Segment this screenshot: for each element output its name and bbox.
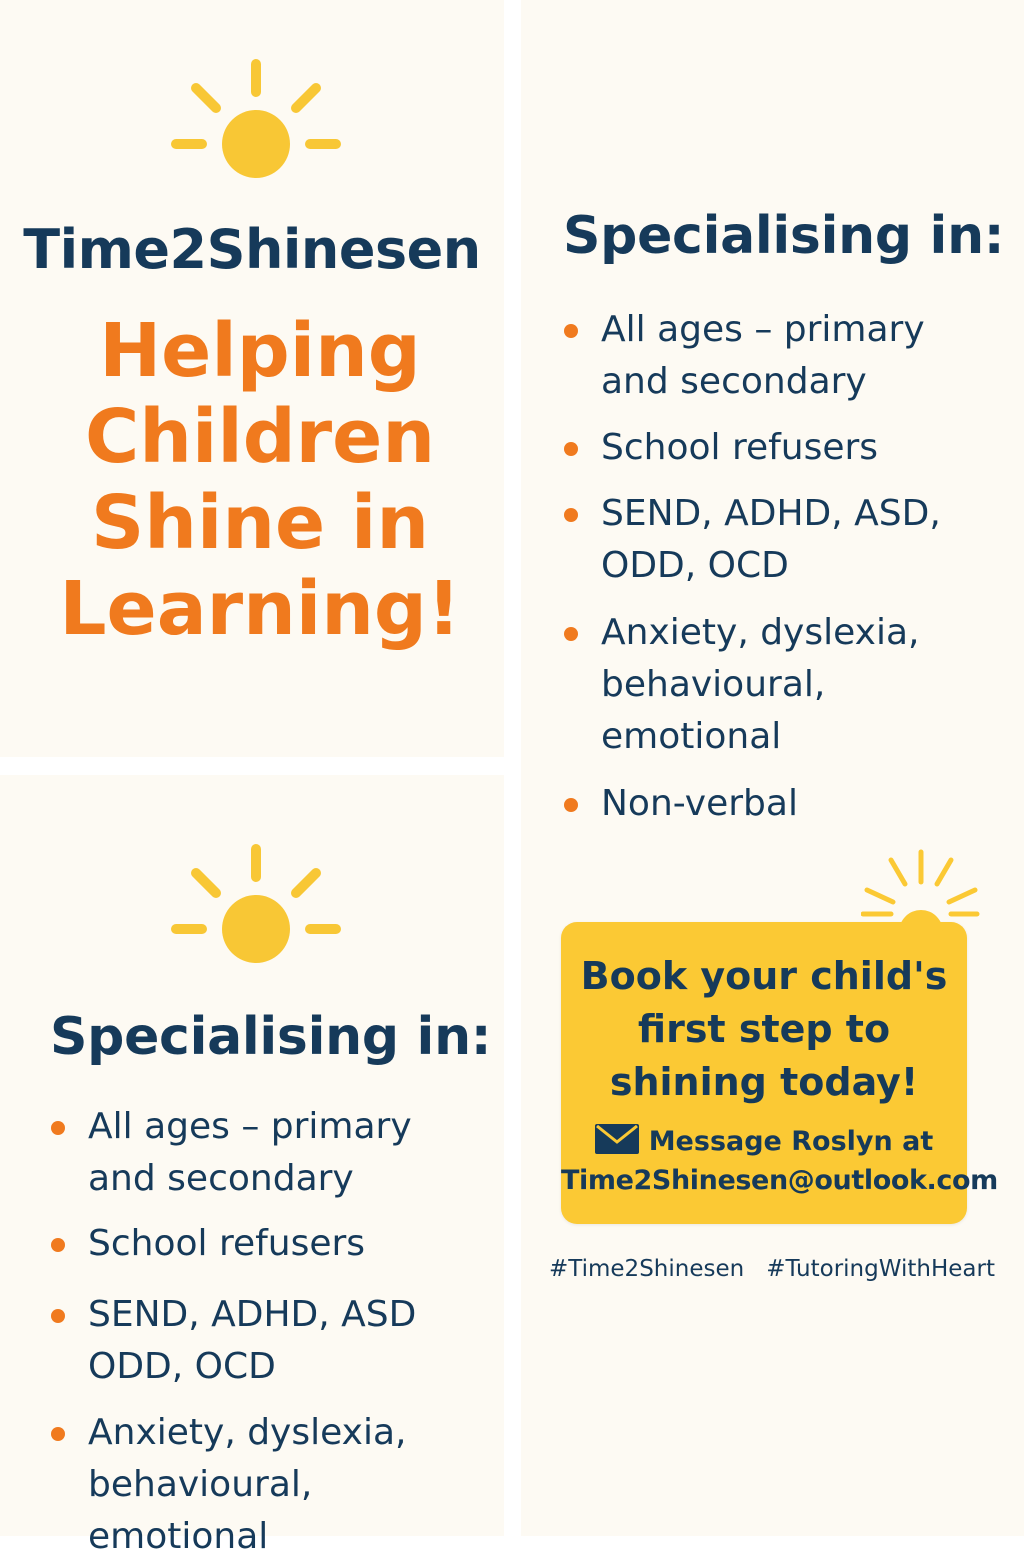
list-item: SEND, ADHD, ASD ODD, OCD bbox=[88, 1289, 508, 1393]
headline bbox=[0, 308, 520, 652]
cta-card bbox=[561, 922, 998, 1224]
list-item: All ages – primary and secondary bbox=[88, 1101, 508, 1205]
list-item: School refusers bbox=[88, 1218, 508, 1270]
bullet-dot bbox=[51, 1121, 65, 1135]
bullet-dot bbox=[51, 1238, 65, 1252]
bullet-dot bbox=[564, 442, 578, 456]
hashtags bbox=[549, 1256, 1019, 1282]
list-item: SEND, ADHD, ASD, ODD, OCD bbox=[601, 488, 1021, 592]
cta-heading: Book your child's first step to shining today! bbox=[580, 954, 948, 1104]
brand-name: Time2Shinesen bbox=[23, 218, 481, 281]
bullet-dot bbox=[564, 324, 578, 338]
specialising-title: Specialising in: bbox=[50, 1007, 492, 1067]
bullet-dot bbox=[564, 627, 578, 641]
specialising-title: Specialising in: bbox=[563, 206, 1005, 266]
contact-message: Message Roslyn at bbox=[648, 1126, 934, 1157]
intro-panel bbox=[0, 0, 504, 757]
hashtag: #TutoringWithHeart bbox=[766, 1256, 995, 1282]
contact-line bbox=[561, 1122, 967, 1162]
sun-icon bbox=[168, 58, 344, 182]
sun-icon bbox=[861, 846, 981, 950]
list-item: School refusers bbox=[601, 422, 1021, 474]
bullet-dot bbox=[51, 1309, 65, 1323]
bullet-dot bbox=[564, 798, 578, 812]
list-item: Anxiety, dyslexia, behavioural, emotional bbox=[88, 1407, 508, 1563]
hashtag: #Time2Shinesen bbox=[549, 1256, 745, 1282]
list-item: All ages – primary and secondary bbox=[601, 304, 1021, 408]
bullet-dot bbox=[51, 1427, 65, 1441]
list-item: Non-verbal bbox=[601, 778, 1021, 830]
headline-line: Helping bbox=[99, 308, 421, 394]
email-link[interactable]: Time2Shinesen@outlook.com bbox=[561, 1165, 998, 1196]
specialisms-cta-panel bbox=[521, 0, 1024, 1536]
sun-icon bbox=[168, 843, 344, 967]
headline-line: Shine in bbox=[90, 480, 430, 566]
list-item: Anxiety, dyslexia, behavioural, emotional bbox=[601, 607, 1021, 763]
bullet-dot bbox=[564, 508, 578, 522]
headline-line: Learning! bbox=[59, 566, 461, 652]
headline-line: Children bbox=[84, 394, 436, 480]
envelope-icon bbox=[595, 1124, 639, 1154]
